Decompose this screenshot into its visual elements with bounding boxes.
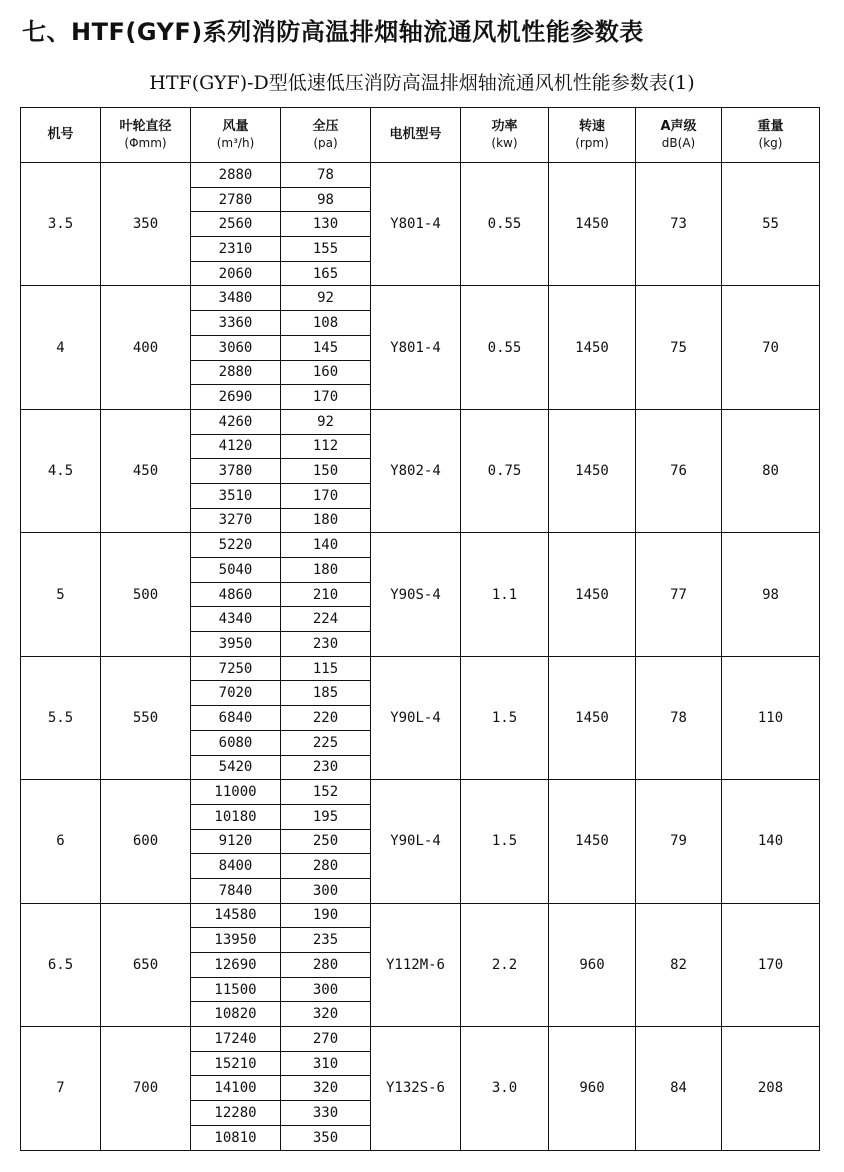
header-label: 转速 — [578, 119, 605, 134]
air-flow-cell: 15210 — [191, 1051, 281, 1076]
weight-cell: 80 — [722, 409, 820, 532]
header-noise — [636, 108, 722, 163]
total-pressure-cell: 145 — [281, 335, 371, 360]
air-flow-cell: 10180 — [191, 804, 281, 829]
total-pressure-cell: 210 — [281, 582, 371, 607]
air-flow-cell: 3510 — [191, 483, 281, 508]
power-cell: 0.75 — [461, 409, 549, 532]
speed-cell: 1450 — [549, 409, 636, 532]
air-flow-cell: 3360 — [191, 311, 281, 336]
air-flow-cell: 6840 — [191, 706, 281, 731]
motor-model-cell: Y801-4 — [371, 163, 461, 286]
air-flow-cell: 8400 — [191, 854, 281, 879]
total-pressure-cell: 320 — [281, 1076, 371, 1101]
header-speed — [549, 108, 636, 163]
total-pressure-cell: 92 — [281, 409, 371, 434]
impeller-diameter-cell: 650 — [101, 903, 191, 1026]
header-diameter — [101, 108, 191, 163]
air-flow-cell: 2690 — [191, 385, 281, 410]
total-pressure-cell: 230 — [281, 632, 371, 657]
total-pressure-cell: 195 — [281, 804, 371, 829]
total-pressure-cell: 280 — [281, 953, 371, 978]
air-flow-cell: 2310 — [191, 237, 281, 262]
header-flow — [191, 108, 281, 163]
air-flow-cell: 2880 — [191, 360, 281, 385]
motor-model-cell: Y802-4 — [371, 409, 461, 532]
total-pressure-cell: 165 — [281, 261, 371, 286]
motor-model-cell: Y90S-4 — [371, 533, 461, 656]
noise-level-cell: 75 — [636, 286, 722, 409]
header-label: 电机型号 — [389, 127, 442, 142]
header-label: 重量 — [757, 119, 784, 134]
header-unit: (kg) — [758, 136, 783, 150]
total-pressure-cell: 300 — [281, 878, 371, 903]
total-pressure-cell: 115 — [281, 656, 371, 681]
air-flow-cell: 3060 — [191, 335, 281, 360]
weight-cell: 55 — [722, 163, 820, 286]
impeller-diameter-cell: 500 — [101, 533, 191, 656]
header-unit: (kw) — [491, 136, 518, 150]
page-heading: 七、HTF(GYF)系列消防高温排烟轴流通风机性能参数表 — [22, 18, 644, 46]
air-flow-cell: 10810 — [191, 1125, 281, 1150]
weight-cell: 110 — [722, 656, 820, 779]
total-pressure-cell: 155 — [281, 237, 371, 262]
header-weight — [722, 108, 820, 163]
impeller-diameter-cell: 400 — [101, 286, 191, 409]
noise-level-cell: 76 — [636, 409, 722, 532]
total-pressure-cell: 160 — [281, 360, 371, 385]
power-cell: 1.5 — [461, 780, 549, 903]
noise-level-cell: 79 — [636, 780, 722, 903]
air-flow-cell: 17240 — [191, 1027, 281, 1052]
motor-model-cell: Y90L-4 — [371, 780, 461, 903]
air-flow-cell: 13950 — [191, 928, 281, 953]
air-flow-cell: 14100 — [191, 1076, 281, 1101]
total-pressure-cell: 330 — [281, 1101, 371, 1126]
air-flow-cell: 4120 — [191, 434, 281, 459]
total-pressure-cell: 150 — [281, 459, 371, 484]
header-label: 机号 — [47, 127, 74, 142]
table-row — [21, 409, 820, 434]
air-flow-cell: 4260 — [191, 409, 281, 434]
total-pressure-cell: 224 — [281, 607, 371, 632]
header-power — [461, 108, 549, 163]
table-body — [21, 163, 820, 1151]
machine-number-cell: 7 — [21, 1027, 101, 1150]
air-flow-cell: 3780 — [191, 459, 281, 484]
header-unit: dB(A) — [661, 136, 696, 150]
header-label: A声级 — [660, 119, 697, 134]
speed-cell: 1450 — [549, 533, 636, 656]
total-pressure-cell: 310 — [281, 1051, 371, 1076]
speed-cell: 1450 — [549, 656, 636, 779]
total-pressure-cell: 98 — [281, 187, 371, 212]
total-pressure-cell: 230 — [281, 755, 371, 780]
air-flow-cell: 7020 — [191, 681, 281, 706]
header-pressure — [281, 108, 371, 163]
impeller-diameter-cell: 550 — [101, 656, 191, 779]
weight-cell: 170 — [722, 903, 820, 1026]
power-cell: 3.0 — [461, 1027, 549, 1150]
header-label: 全压 — [312, 119, 339, 134]
header-row — [21, 108, 820, 163]
table-row — [21, 780, 820, 805]
power-cell: 1.1 — [461, 533, 549, 656]
table-row — [21, 1027, 820, 1052]
speed-cell: 1450 — [549, 163, 636, 286]
air-flow-cell: 11000 — [191, 780, 281, 805]
noise-level-cell: 77 — [636, 533, 722, 656]
air-flow-cell: 2060 — [191, 261, 281, 286]
air-flow-cell: 7250 — [191, 656, 281, 681]
total-pressure-cell: 170 — [281, 385, 371, 410]
machine-number-cell: 3.5 — [21, 163, 101, 286]
motor-model-cell: Y90L-4 — [371, 656, 461, 779]
power-cell: 0.55 — [461, 163, 549, 286]
air-flow-cell: 3950 — [191, 632, 281, 657]
header-unit: (rpm) — [575, 136, 609, 150]
air-flow-cell: 12280 — [191, 1101, 281, 1126]
air-flow-cell: 3270 — [191, 508, 281, 533]
weight-cell: 70 — [722, 286, 820, 409]
machine-number-cell: 6 — [21, 780, 101, 903]
air-flow-cell: 5220 — [191, 533, 281, 558]
header-unit: (pa) — [313, 136, 338, 150]
total-pressure-cell: 180 — [281, 558, 371, 583]
machine-number-cell: 5.5 — [21, 656, 101, 779]
air-flow-cell: 12690 — [191, 953, 281, 978]
total-pressure-cell: 280 — [281, 854, 371, 879]
table-row — [21, 903, 820, 928]
air-flow-cell: 11500 — [191, 977, 281, 1002]
header-machine — [21, 108, 101, 163]
impeller-diameter-cell: 350 — [101, 163, 191, 286]
total-pressure-cell: 170 — [281, 483, 371, 508]
machine-number-cell: 4.5 — [21, 409, 101, 532]
total-pressure-cell: 190 — [281, 903, 371, 928]
total-pressure-cell: 185 — [281, 681, 371, 706]
table-row — [21, 656, 820, 681]
motor-model-cell: Y801-4 — [371, 286, 461, 409]
noise-level-cell: 82 — [636, 903, 722, 1026]
air-flow-cell: 2780 — [191, 187, 281, 212]
air-flow-cell: 2880 — [191, 163, 281, 188]
noise-level-cell: 73 — [636, 163, 722, 286]
noise-level-cell: 84 — [636, 1027, 722, 1150]
impeller-diameter-cell: 450 — [101, 409, 191, 532]
air-flow-cell: 2560 — [191, 212, 281, 237]
total-pressure-cell: 112 — [281, 434, 371, 459]
impeller-diameter-cell: 700 — [101, 1027, 191, 1150]
machine-number-cell: 4 — [21, 286, 101, 409]
total-pressure-cell: 300 — [281, 977, 371, 1002]
weight-cell: 98 — [722, 533, 820, 656]
total-pressure-cell: 235 — [281, 928, 371, 953]
air-flow-cell: 3480 — [191, 286, 281, 311]
air-flow-cell: 6080 — [191, 730, 281, 755]
header-motor — [371, 108, 461, 163]
motor-model-cell: Y132S-6 — [371, 1027, 461, 1150]
table-row — [21, 163, 820, 188]
air-flow-cell: 9120 — [191, 829, 281, 854]
total-pressure-cell: 225 — [281, 730, 371, 755]
total-pressure-cell: 250 — [281, 829, 371, 854]
air-flow-cell: 4860 — [191, 582, 281, 607]
total-pressure-cell: 108 — [281, 311, 371, 336]
total-pressure-cell: 270 — [281, 1027, 371, 1052]
table-row — [21, 533, 820, 558]
performance-table — [20, 107, 820, 1151]
table-title: HTF(GYF)-D型低速低压消防高温排烟轴流通风机性能参数表(1) — [149, 72, 695, 94]
header-unit: (m³/h) — [216, 136, 255, 150]
header-unit: (Φmm) — [124, 136, 167, 150]
speed-cell: 1450 — [549, 286, 636, 409]
speed-cell: 960 — [549, 903, 636, 1026]
header-label: 风量 — [222, 119, 249, 134]
air-flow-cell: 4340 — [191, 607, 281, 632]
power-cell: 2.2 — [461, 903, 549, 1026]
air-flow-cell: 7840 — [191, 878, 281, 903]
total-pressure-cell: 320 — [281, 1002, 371, 1027]
power-cell: 1.5 — [461, 656, 549, 779]
total-pressure-cell: 140 — [281, 533, 371, 558]
total-pressure-cell: 92 — [281, 286, 371, 311]
header-label: 功率 — [491, 119, 518, 134]
total-pressure-cell: 220 — [281, 706, 371, 731]
weight-cell: 208 — [722, 1027, 820, 1150]
air-flow-cell: 14580 — [191, 903, 281, 928]
noise-level-cell: 78 — [636, 656, 722, 779]
total-pressure-cell: 350 — [281, 1125, 371, 1150]
speed-cell: 1450 — [549, 780, 636, 903]
total-pressure-cell: 78 — [281, 163, 371, 188]
table-row — [21, 286, 820, 311]
motor-model-cell: Y112M-6 — [371, 903, 461, 1026]
speed-cell: 960 — [549, 1027, 636, 1150]
weight-cell: 140 — [722, 780, 820, 903]
air-flow-cell: 5040 — [191, 558, 281, 583]
impeller-diameter-cell: 600 — [101, 780, 191, 903]
machine-number-cell: 5 — [21, 533, 101, 656]
total-pressure-cell: 152 — [281, 780, 371, 805]
power-cell: 0.55 — [461, 286, 549, 409]
machine-number-cell: 6.5 — [21, 903, 101, 1026]
header-label: 叶轮直径 — [119, 119, 172, 134]
total-pressure-cell: 130 — [281, 212, 371, 237]
air-flow-cell: 5420 — [191, 755, 281, 780]
total-pressure-cell: 180 — [281, 508, 371, 533]
air-flow-cell: 10820 — [191, 1002, 281, 1027]
